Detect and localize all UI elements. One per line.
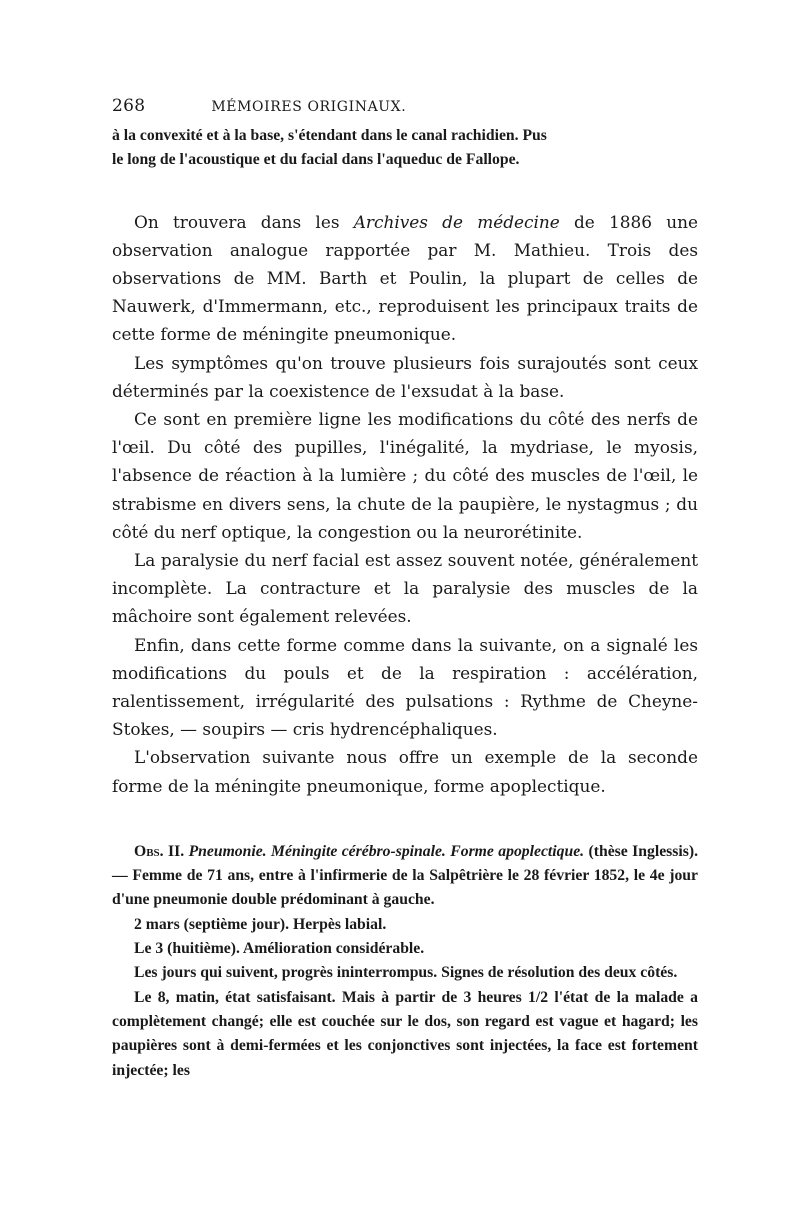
- observation-label: Obs. II.: [134, 842, 185, 860]
- paragraph-eye-nerves: Ce sont en première ligne les modifications du côté des nerfs de l'œil. Du côté des pupilles, l'inégalité, la mydriase, le myosis, l'absence de réaction à la lumière ; du côté des muscles de l'œil, le strabisme en divers sens, la chute de la paupière, le nystagmus ; du côté du nerf optique, la congestion ou la neurorétinite.: [112, 409, 698, 542]
- running-title: MÉMOIRES ORIGINAUX.: [211, 99, 407, 115]
- paragraph-symptoms: Les symptômes qu'on trouve plusieurs fois surajoutés sont ceux déterminés par la coexistence de l'exsudat à la base.: [112, 352, 698, 401]
- page-number: 268: [112, 96, 146, 116]
- paragraph-pulse: Enfin, dans cette forme comme dans la suivante, on a signalé les modifications du pouls et de la respiration : accélération, ralentissement, irrégularité des pulsations : Rythme de Cheyne-Stokes, — soupirs — cris hydrencéphaliques.: [112, 634, 698, 740]
- opening-line-2: le long de l'acoustique et du facial dans l'aqueduc de Fallope.: [112, 151, 520, 169]
- observation-heading: [112, 840, 698, 913]
- paragraph-next-observation: L'observation suivante nous offre un exemple de la seconde forme de la méningite pneumonique, forme apoplectique.: [112, 747, 698, 796]
- journal-title: Archives de médecine: [353, 211, 560, 232]
- paragraph-archives-b: de 1886 une observation analogue rapportée par M. Mathieu. Trois des observations de MM. Barth et Poulin, la plupart de celles de Nauwerk, d'Immermann, etc., reproduisent les principaux traits de cette forme de méningite pneumonique.: [112, 211, 698, 345]
- observation-block: [112, 840, 698, 1083]
- main-text: [112, 208, 698, 800]
- observation-entry-4: Le 8, matin, état satisfaisant. Mais à partir de 3 heures 1/2 l'état de la malade a complètement changé; elle est couchée sur le dos, son regard est vague et hagard; les paupières sont à demi-fermées et les conjonctives sont injectées, la face est fortement injectée; les: [112, 988, 698, 1079]
- observation-entry-2: Le 3 (huitième). Amélioration considérable.: [134, 940, 425, 958]
- observation-entry-1: 2 mars (septième jour). Herpès labial.: [134, 915, 387, 933]
- opening-line-1: à la convexité et à la base, s'étendant dans le canal rachidien. Pus: [112, 127, 547, 144]
- observation-title: Pneumonie. Méningite cérébro-spinale. Forme apoplectique.: [188, 842, 585, 860]
- page: [112, 96, 698, 1083]
- observation-intro: (thèse Inglessis). — Femme de 71 ans, entre à l'infirmerie de la Salpêtrière le 28 février 1852, le 4e jour d'une pneumonie double prédominant à gauche.: [112, 842, 698, 909]
- running-head: [112, 96, 698, 118]
- paragraph-archives: [112, 208, 698, 349]
- paragraph-facial-nerve: La paralysie du nerf facial est assez souvent notée, généralement incomplète. La contracture et la paralysie des muscles de la mâchoire sont également relevées.: [112, 550, 698, 627]
- paragraph-archives-a: On trouvera dans les: [134, 211, 354, 232]
- observation-entry-3: Les jours qui suivent, progrès ininterrompus. Signes de résolution des deux côtés.: [134, 964, 678, 982]
